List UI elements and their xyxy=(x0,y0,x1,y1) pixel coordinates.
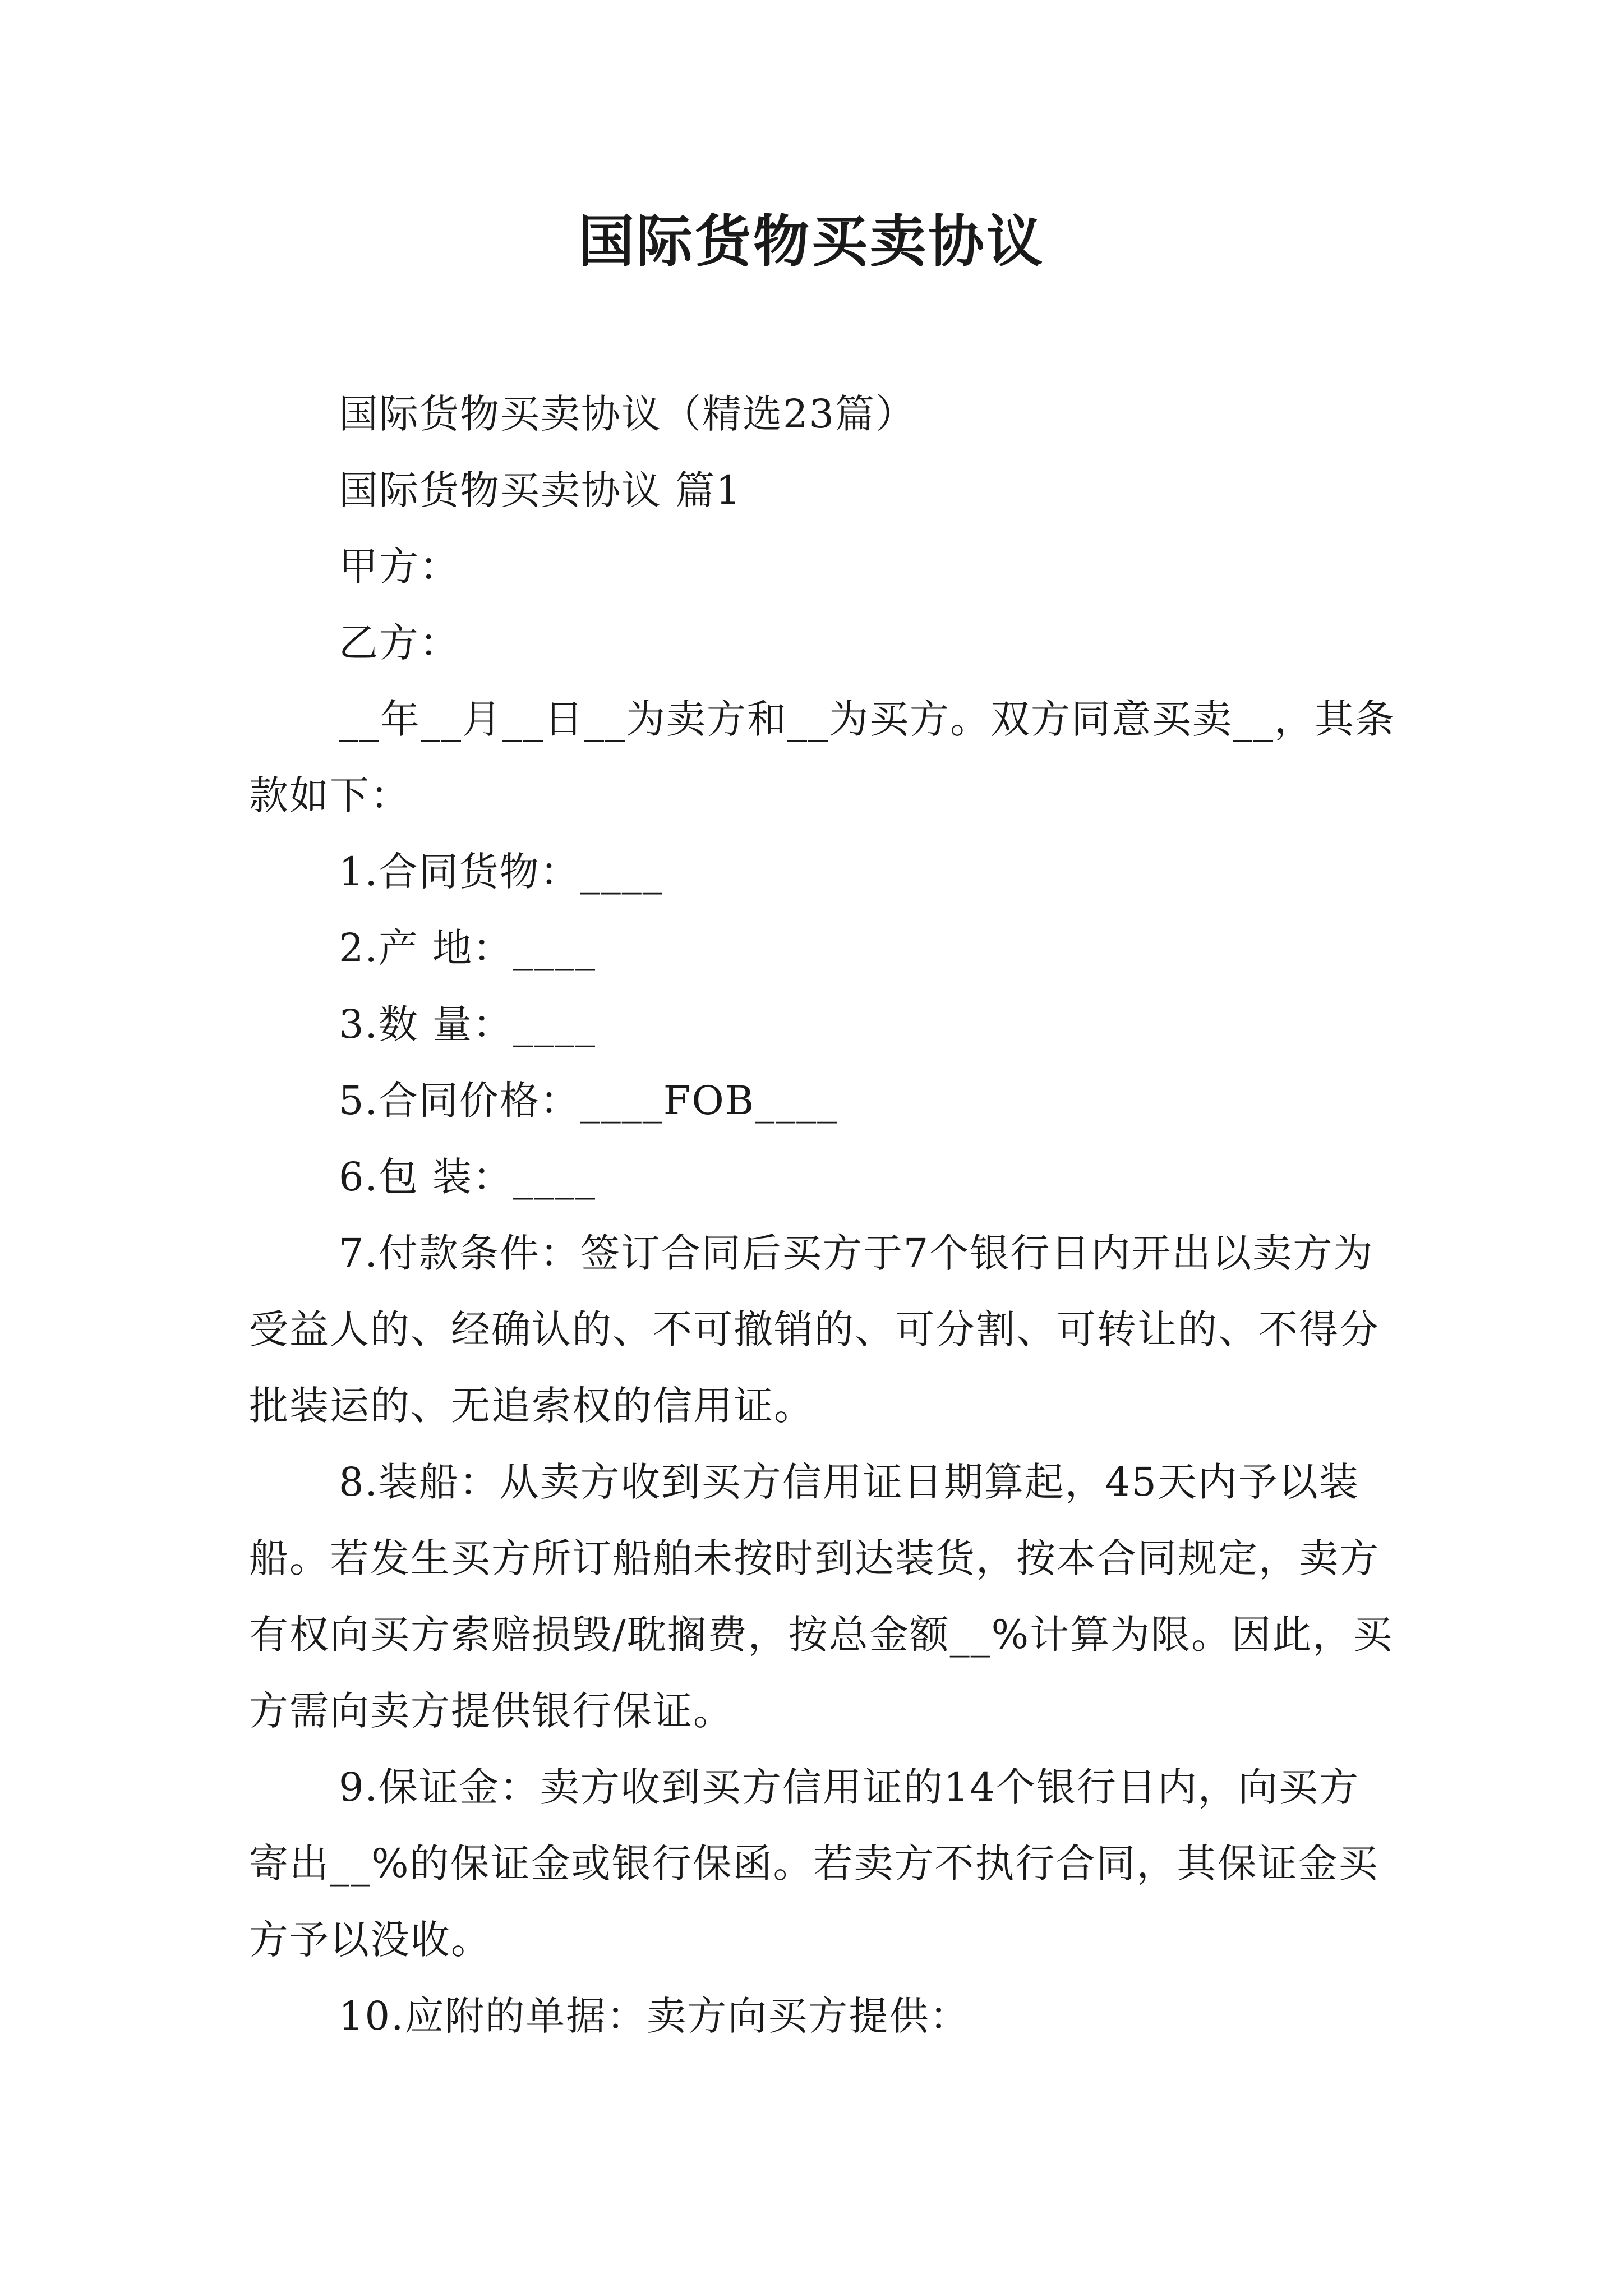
preamble-paragraph: __年__月__日__为卖方和__为买方。双方同意买卖__，其条款如下： xyxy=(249,696,1395,818)
party-a-line: 甲方： xyxy=(339,544,460,590)
clause-origin: 2.产 地：____ xyxy=(339,925,597,971)
party-b-line: 乙方： xyxy=(339,620,460,666)
clause-quantity: 3.数 量：____ xyxy=(339,1001,597,1047)
clause-packing: 6.包 装：____ xyxy=(339,1154,597,1200)
clause-shipment: 8.装船：从卖方收到买方信用证日期算起，45天内予以装船。若发生买方所订船舶未按时到达装货，按本合同规定，卖方有权向买方索赔损毁/耽搁费，按总金额__%计算为限。因此，买方需向卖方提供银行保证。 xyxy=(249,1459,1394,1734)
clause-deposit: 9.保证金：卖方收到买方信用证的14个银行日内，向买方寄出__%的保证金或银行保函。若卖方不执行合同，其保证金买方予以没收。 xyxy=(249,1764,1379,1963)
clause-goods: 1.合同货物：____ xyxy=(339,849,663,895)
subtitle-line: 国际货物买卖协议（精选23篇） xyxy=(339,391,916,437)
clause-price: 5.合同价格：____FOB____ xyxy=(339,1078,838,1124)
clause-payment: 7.付款条件：签订合同后买方于7个银行日内开出以卖方为受益人的、经确认的、不可撤销的、可分割、可转让的、不得分批装运的、无追索权的信用证。 xyxy=(249,1230,1380,1429)
section-heading: 国际货物买卖协议 篇1 xyxy=(339,467,742,513)
clause-documents: 10.应附的单据：卖方向买方提供： xyxy=(339,1993,970,2039)
document-title: 国际货物买卖协议 xyxy=(578,208,1045,274)
document-body xyxy=(249,376,1399,2054)
